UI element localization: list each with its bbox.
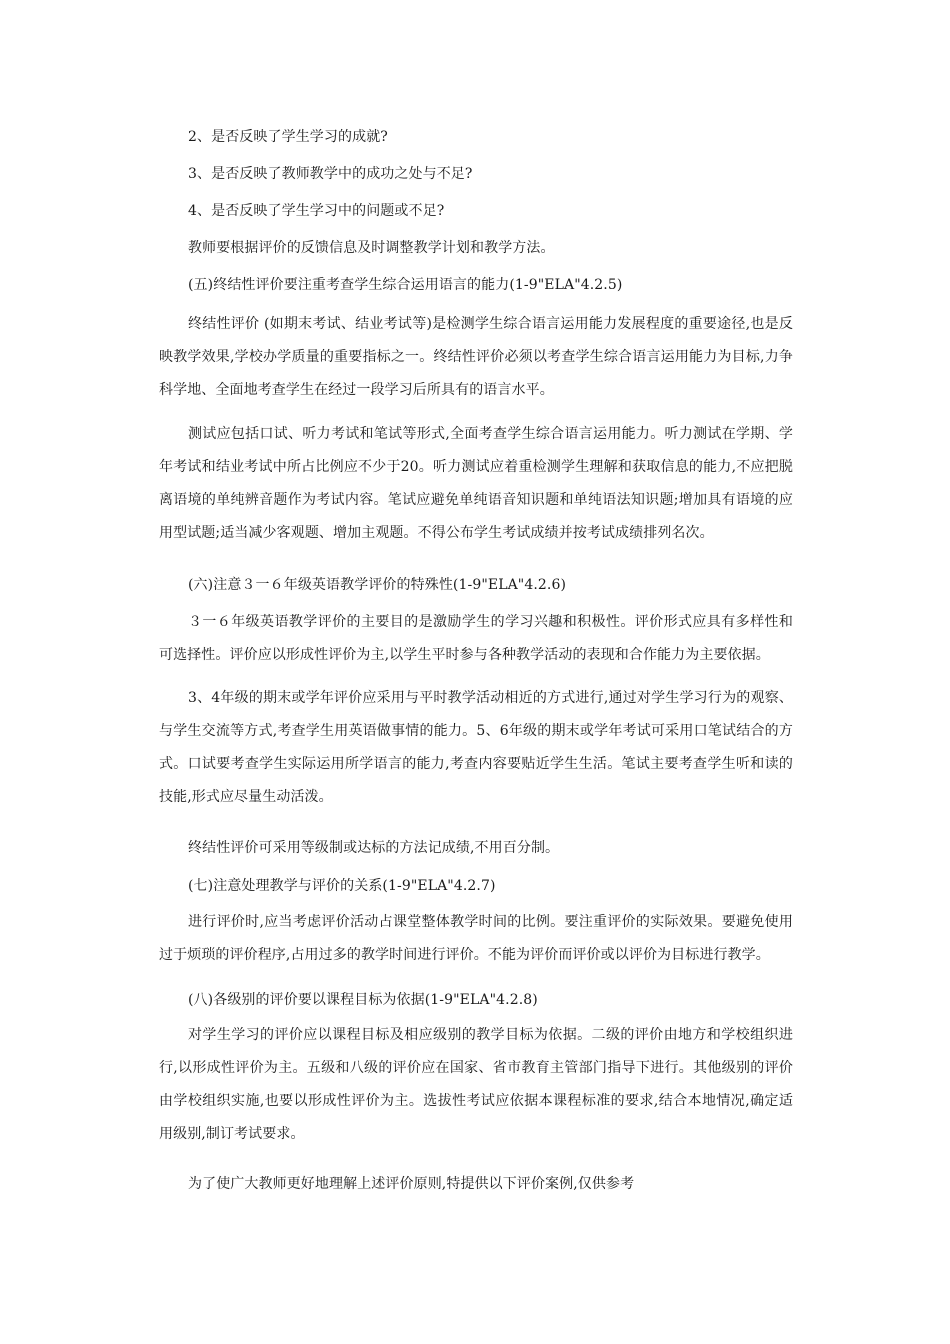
paragraph-6a: ３一６年级英语教学评价的主要目的是激励学生的学习兴趣和积极性。评价形式应具有多样性和可选择性。评价应以形成性评价为主,以学生平时参与各种教学活动的表现和合作能力为主要依据。 bbox=[159, 614, 793, 663]
question-3: 3、是否反映了教师教学中的成功之处与不足? bbox=[188, 166, 473, 182]
teacher-adjust-text: 教师要根据评价的反馈信息及时调整教学计划和教学方法。 bbox=[188, 240, 555, 256]
paragraph-7: 进行评价时,应当考虑评价活动占课堂整体教学时间的比例。要注重评价的实际效果。要避免使用过于烦琐的评价程序,占用过多的教学时间进行评价。不能为评价而评价或以评价为目标进行教学。 bbox=[159, 914, 793, 963]
question-2: 2、是否反映了学生学习的成就? bbox=[188, 129, 388, 145]
paragraph-6c: 终结性评价可采用等级制或达标的方法记成绩,不用百分制。 bbox=[188, 840, 560, 856]
paragraph-5b: 测试应包括口试、听力考试和笔试等形式,全面考查学生综合语言运用能力。听力测试在学期、学年考试和结业考试中所占比例应不少于20。听力测试应着重检测学生理解和获取信息的能力,不应把脱离语境的单纯辨音题作为考试内容。笔试应避免单纯语音知识题和单纯语法知识题;增加具有语境的应用型试题;适当减少客观题、增加主观题。不得公布学生考试成绩并按考试成绩排列名次。 bbox=[159, 426, 793, 541]
section-heading-7: (七)注意处理教学与评价的关系(1-9"ELA"4.2.7) bbox=[188, 878, 496, 894]
section-heading-6: (六)注意３一６年级英语教学评价的特殊性(1-9"ELA"4.2.6) bbox=[188, 577, 567, 593]
question-4: 4、是否反映了学生学习中的问题或不足? bbox=[188, 203, 445, 219]
closing-text: 为了使广大教师更好地理解上述评价原则,特提供以下评价案例,仅供参考 bbox=[188, 1176, 635, 1192]
paragraph-8: 对学生学习的评价应以课程目标及相应级别的教学目标为依据。二级的评价由地方和学校组织进行,以形成性评价为主。五级和八级的评价应在国家、省市教育主管部门指导下进行。其他级别的评价由学校组织实施,也要以形成性评价为主。选拔性考试应依据本课程标准的要求,结合本地情况,确定适用级别,制订考试要求。 bbox=[159, 1027, 793, 1142]
section-heading-5: (五)终结性评价要注重考查学生综合运用语言的能力(1-9"ELA"4.2.5) bbox=[188, 277, 623, 293]
paragraph-5a: 终结性评价 (如期末考试、结业考试等)是检测学生综合语言运用能力发展程度的重要途径,也是反映教学效果,学校办学质量的重要指标之一。终结性评价必须以考查学生综合语言运用能力为目标,力争科学地、全面地考查学生在经过一段学习后所具有的语言水平。 bbox=[159, 316, 793, 398]
paragraph-6b: 3、4年级的期末或学年评价应采用与平时教学活动相近的方式进行,通过对学生学习行为的观察、与学生交流等方式,考查学生用英语做事情的能力。5、6年级的期末或学年考试可采用口笔试结合的方式。口试要考查学生实际运用所学语言的能力,考查内容要贴近学生生活。笔试主要考查学生听和读的技能,形式应尽量生动活泼。 bbox=[159, 690, 793, 805]
section-heading-8: (八)各级别的评价要以课程目标为依据(1-9"ELA"4.2.8) bbox=[188, 992, 538, 1008]
